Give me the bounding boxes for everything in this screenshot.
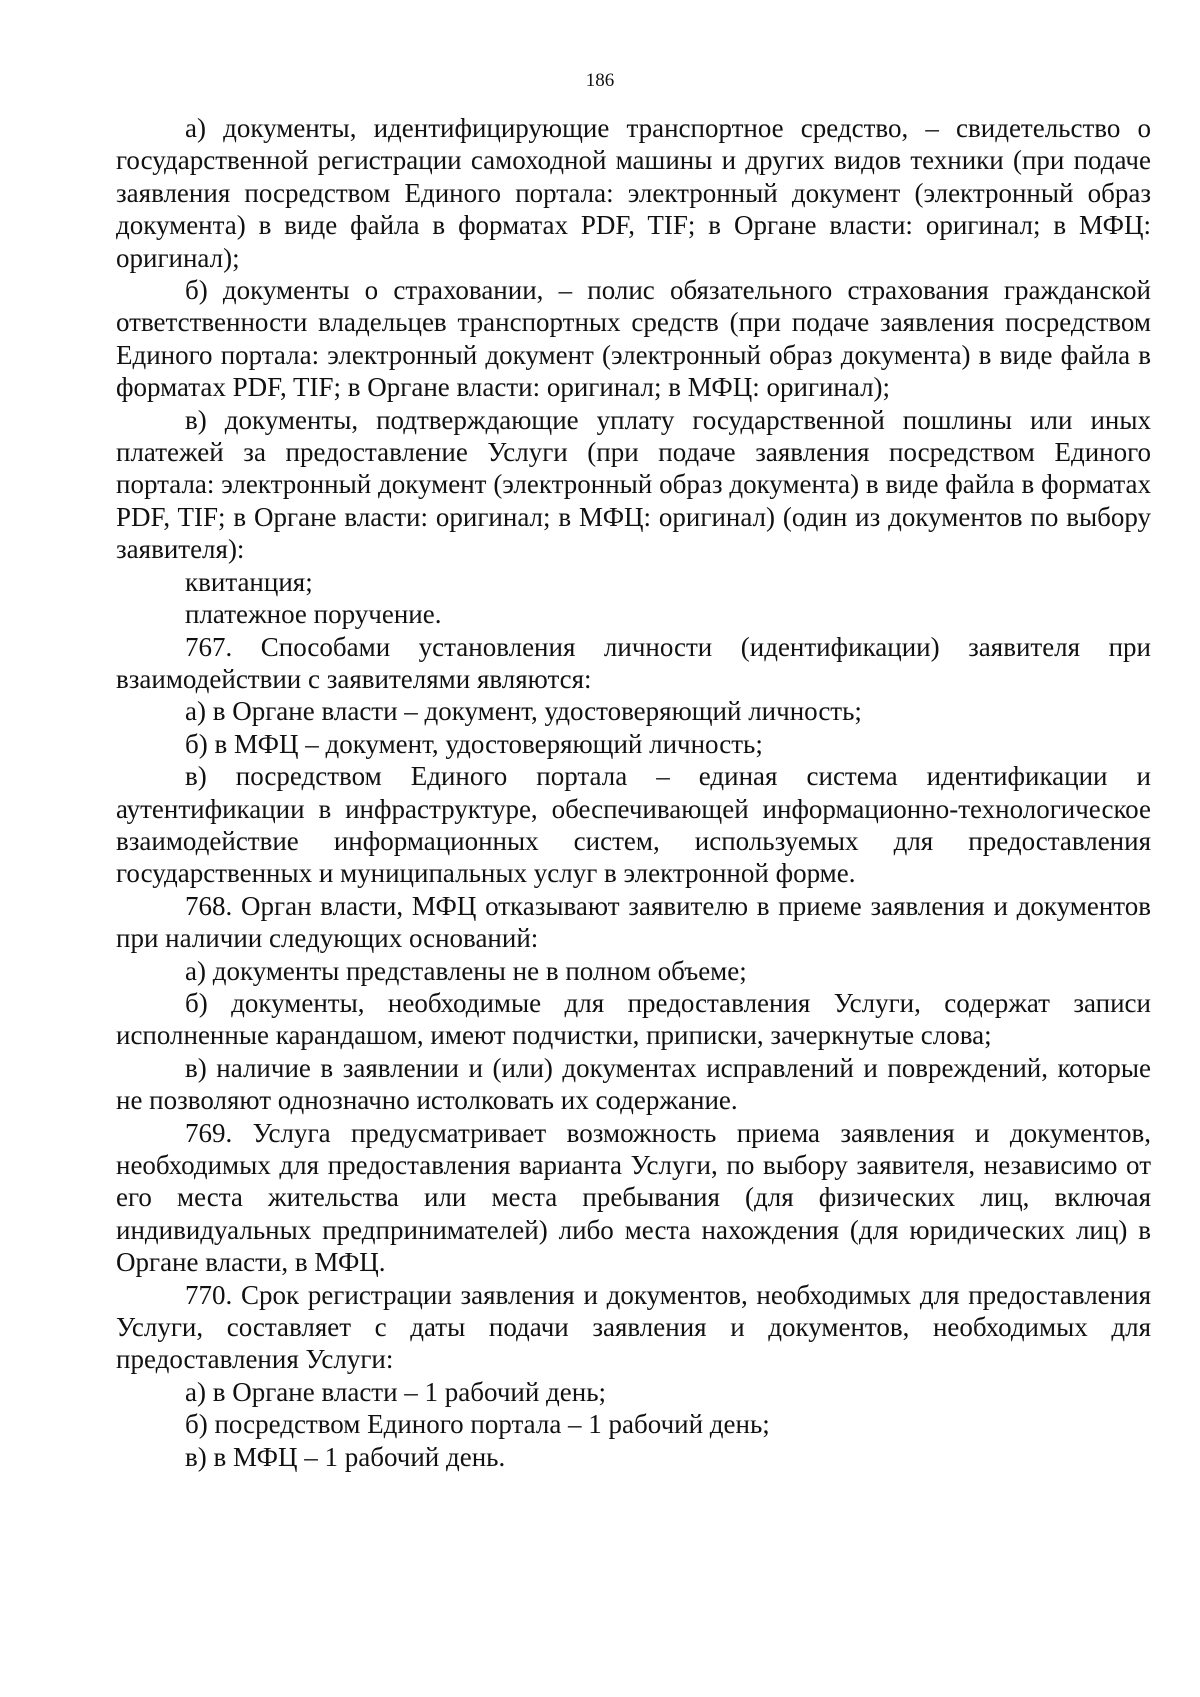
paragraph-768: 768. Орган власти, МФЦ отказывают заявителю в приеме заявления и документов при наличии следующих оснований: [116, 890, 1151, 954]
page-number: 186 [585, 70, 615, 91]
paragraph-payment-order: платежное поручение. [185, 599, 442, 630]
paragraph-768-v: в) наличие в заявлении и (или) документах исправлений и повреждений, которые не позволяют однозначно истолковать их содержание. [116, 1052, 1151, 1116]
paragraph-770-v: в) в МФЦ – 1 рабочий день. [185, 1441, 506, 1472]
paragraph-item-b-insurance-docs: б) документы о страховании, – полис обязательного страхования гражданской ответственности владельцев транспортных средств (при подаче заявления посредством Единого портала: электронный документ (электронный образ документа) в виде файла в форматах PDF, TIF; в Органе власти: оригинал; в МФЦ: оригинал); [116, 275, 1151, 403]
paragraph-item-v-payment-docs: в) документы, подтверждающие уплату государственной пошлины или иных платежей за предоставление Услуги (при подаче заявления посредством Единого портала: электронный документ (электронный образ документа) в виде файла в форматах PDF, TIF; в Органе власти: оригинал; в МФЦ: оригинал) (один из документов по выбору заявителя): [116, 404, 1151, 565]
paragraph-item-a-vehicle-docs: а) документы, идентифицирующие транспортное средство, – свидетельство о государственной регистрации самоходной машины и других видов техники (при подаче заявления посредством Единого портала: электронный документ (электронный образ документа) в виде файла в форматах PDF, TIF; в Органе власти: оригинал; в МФЦ: оригинал); [116, 113, 1151, 273]
paragraph-767-a: а) в Органе власти – документ, удостоверяющий личность; [185, 696, 862, 727]
paragraph-770: 770. Срок регистрации заявления и документов, необходимых для предоставления Услуги, составляет с даты подачи заявления и документов, необходимых для предоставления Услуги: [116, 1279, 1151, 1375]
paragraph-770-b: б) посредством Единого портала – 1 рабочий день; [185, 1409, 770, 1440]
paragraph-767-v: в) посредством Единого портала – единая система идентификации и аутентификации в инфраструктуре, обеспечивающей информационно-технологическое взаимодействие информационных систем, используемых для предоставления государственных и муниципальных услуг в электронной форме. [116, 761, 1151, 889]
paragraph-receipt: квитанция; [185, 566, 313, 597]
document-body [116, 112, 1151, 1473]
paragraph-770-a: а) в Органе власти – 1 рабочий день; [185, 1376, 607, 1407]
paragraph-769: 769. Услуга предусматривает возможность приема заявления и документов, необходимых для предоставления варианта Услуги, по выбору заявителя, независимо от его места жительства или места пребывания (для физических лиц, включая индивидуальных предпринимателей) либо места нахождения (для юридических лиц) в Органе власти, в МФЦ. [116, 1117, 1151, 1278]
paragraph-768-a: а) документы представлены не в полном объеме; [185, 955, 747, 986]
paragraph-767-b: б) в МФЦ – документ, удостоверяющий личность; [185, 728, 763, 759]
paragraph-768-b: б) документы, необходимые для предоставления Услуги, содержат записи исполненные карандашом, имеют подчистки, приписки, зачеркнутые слова; [116, 987, 1151, 1051]
paragraph-767: 767. Способами установления личности (идентификации) заявителя при взаимодействии с заявителями являются: [116, 631, 1151, 694]
